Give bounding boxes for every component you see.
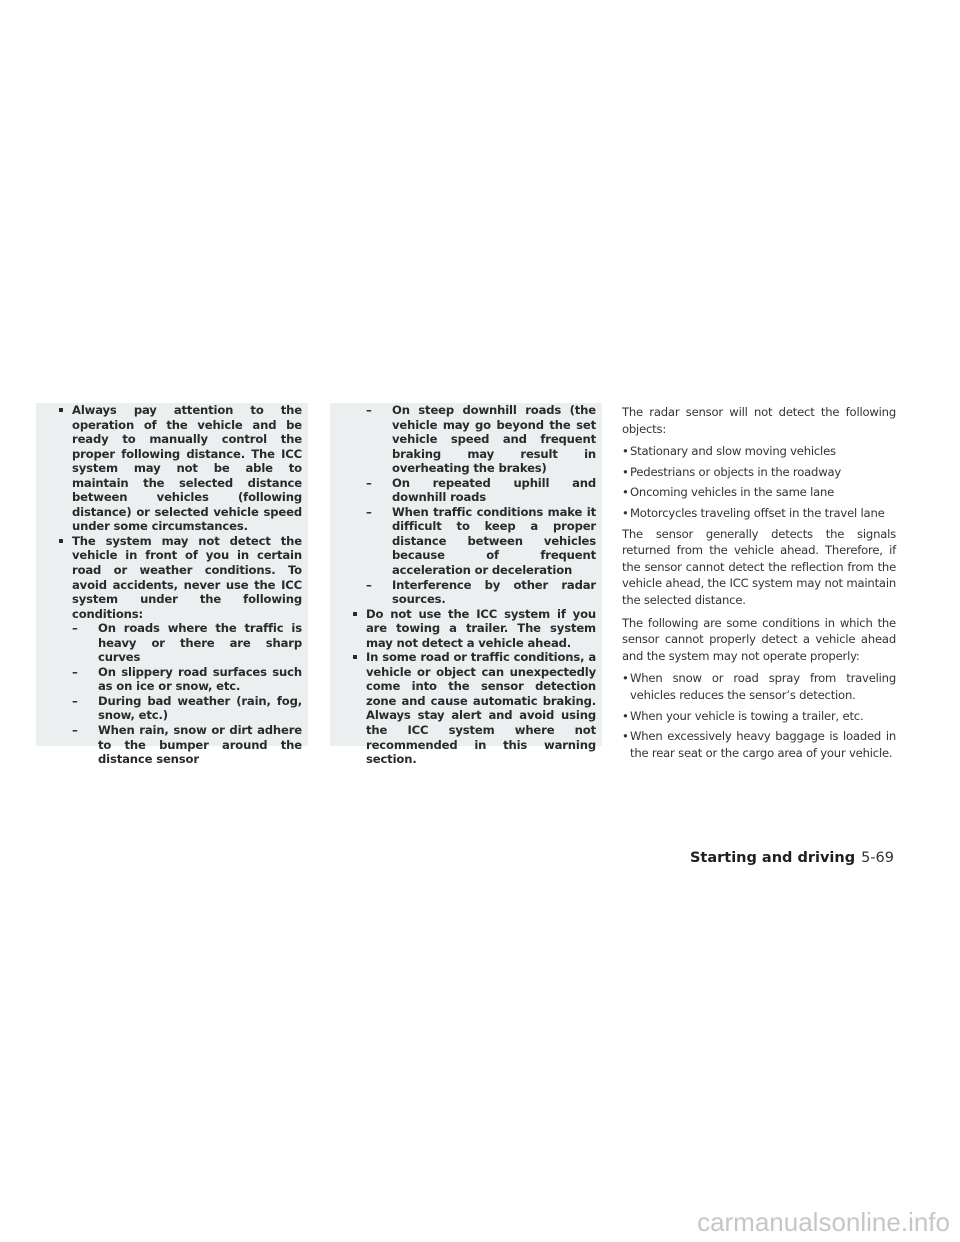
list-item: • Oncoming vehicles in the same lane (622, 484, 896, 501)
warning-list-column-2 (352, 403, 596, 767)
warning-sub-item: – On repeated uphill and downhill roads (366, 476, 596, 505)
warning-item-text: In some road or traffic conditions, a vehicle or object can unexpectedly come into the sensor detection zone and cause automatic braking. Always stay alert and avoid using the ICC system where not recommended in this warning section. (366, 650, 596, 767)
page-number: 5-69 (861, 850, 894, 866)
warning-box-column-2 (330, 403, 602, 767)
warning-sub-list (72, 621, 302, 766)
list-item: • When excessively heavy baggage is loaded in the rear seat or the cargo area of your vehicle. (622, 728, 896, 761)
warning-sub-item: – On steep downhill roads (the vehicle may go beyond the set vehicle speed and frequent braking may result in overheating the brakes) (366, 403, 596, 476)
sensor-paragraph: The sensor generally detects the signals returned from the vehicle ahead. Therefore, if the sensor cannot detect the reflection from the vehicle ahead, the ICC system may not maintain the selected distance. (622, 526, 896, 607)
conditions-paragraph: The following are some conditions in which the sensor cannot properly detect a vehicle ahead and the system may not operate properly: (622, 615, 896, 663)
warning-sub-item: – Interference by other radar sources. (366, 578, 596, 607)
undetected-objects-list (622, 443, 896, 521)
intro-paragraph: The radar sensor will not detect the following objects: (622, 405, 896, 436)
watermark: carmanualsonline.info (697, 1207, 950, 1237)
warning-sub-item: – During bad weather (rain, fog, snow, etc.) (72, 694, 302, 723)
warning-item (352, 650, 596, 766)
warning-box-column-1 (36, 403, 308, 767)
list-item: • Stationary and slow moving vehicles (622, 443, 896, 460)
warning-continued-item (352, 403, 596, 607)
warning-item (58, 403, 302, 534)
body-text-column (622, 404, 896, 765)
list-item: • When snow or road spray from traveling vehicles reduces the sensor’s detection. (622, 670, 896, 703)
section-title: Starting and driving (689, 850, 856, 866)
warning-sub-item: – When rain, snow or dirt adhere to the bumper around the distance sensor (72, 723, 302, 767)
list-item: • When your vehicle is towing a trailer, etc. (622, 708, 896, 725)
warning-item-text: Always pay attention to the operation of the vehicle and be ready to manually control the proper following distance. The ICC system may not be able to maintain the selected distance between vehicles (following distance) or selected vehicle speed under some circumstances. (72, 403, 302, 534)
warning-item (352, 607, 596, 651)
page-footer (690, 850, 894, 866)
list-item: • Motorcycles traveling offset in the travel lane (622, 505, 896, 522)
warning-item (58, 534, 302, 767)
warning-sub-item: – When traffic conditions make it difficult to keep a proper distance between vehicles because of frequent acceleration or deceleration (366, 505, 596, 578)
warning-sub-item: – On roads where the traffic is heavy or there are sharp curves (72, 621, 302, 665)
warning-item-text: The system may not detect the vehicle in front of you in certain road or weather conditions. To avoid accidents, never use the ICC system under the following conditions: (72, 533, 302, 621)
warning-sub-item: – On slippery road surfaces such as on ice or snow, etc. (72, 665, 302, 694)
warning-list-column-1 (58, 403, 302, 767)
warning-item-text: Do not use the ICC system if you are towing a trailer. The system may not detect a vehicle ahead. (366, 606, 596, 650)
conditions-list (622, 670, 896, 761)
list-item: • Pedestrians or objects in the roadway (622, 464, 896, 481)
warning-sub-list-continued (366, 403, 596, 607)
